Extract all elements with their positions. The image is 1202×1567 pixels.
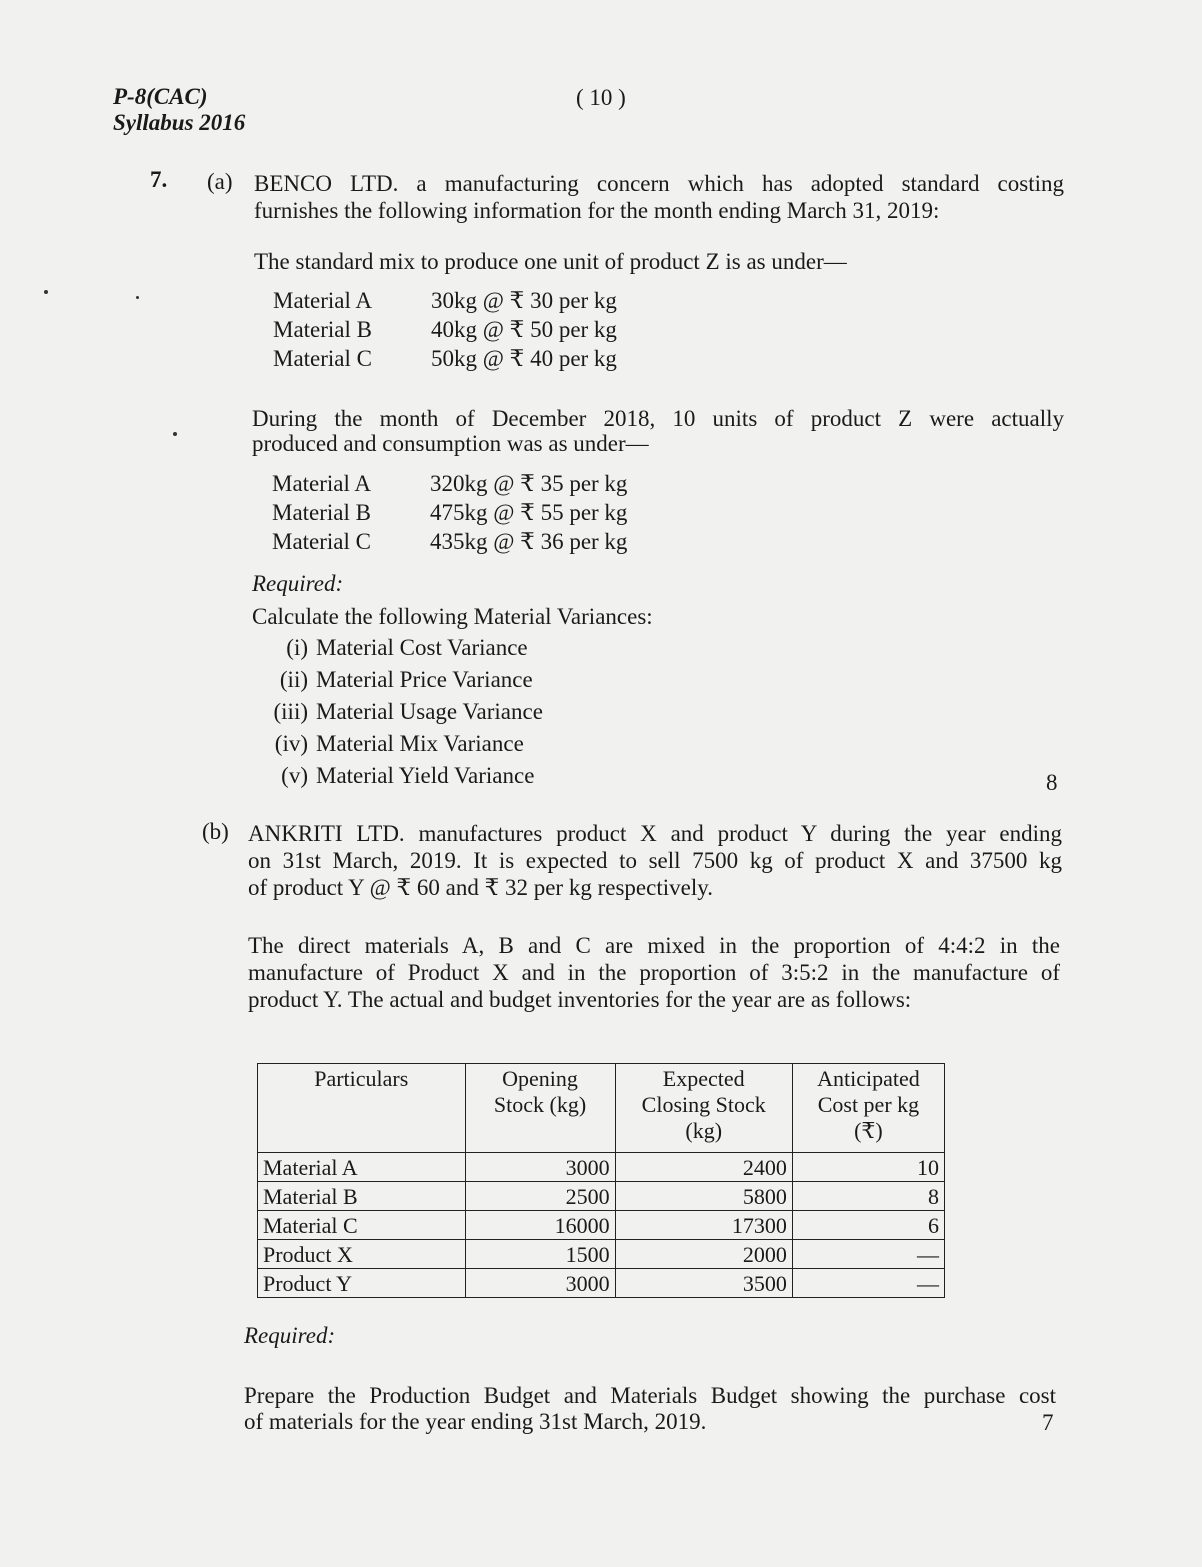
cell-particulars: Product X [258,1240,466,1269]
variance-num: (v) [281,763,308,788]
part-b-para2-line3: product Y. The actual and budget inventories for the year are as follows: [248,987,912,1012]
col-closing-stock [615,1064,792,1153]
paper-code: P-8(CAC) [113,84,208,109]
question-number: 7. [150,167,168,192]
col-cost-per-kg [792,1064,944,1153]
part-a-label: (a) [207,169,233,194]
material-value: 475kg @ ₹ 55 per kg [430,500,628,525]
table-row [258,1240,945,1269]
part-a-intro-line2: furnishes the following information for the month ending March 31, 2019: [254,198,940,223]
variance-num: (iv) [274,731,308,756]
material-name: Material B [273,317,372,342]
header-text: Expected Closing Stock (kg) [641,1066,766,1143]
material-name: Material A [272,471,371,496]
part-b-line2: on 31st March, 2019. It is expected to sell 7500 kg of product X and 37500 kg [248,848,1062,873]
col-opening-stock [465,1064,615,1153]
page-number: ( 10 ) [576,85,626,110]
variance-text: Material Price Variance [316,667,533,692]
variance-item [274,731,524,757]
material-name: Material C [273,346,372,371]
scan-speck [173,432,177,436]
variance-item [273,699,543,725]
cell-closing: 2000 [615,1240,792,1269]
variance-text: Material Yield Variance [316,763,535,788]
required-label-a: Required: [252,571,344,596]
cell-opening: 3000 [465,1153,615,1182]
scan-speck [44,290,48,294]
cell-particulars: Product Y [258,1269,466,1298]
material-value: 40kg @ ₹ 50 per kg [431,317,617,342]
variance-item [281,763,535,789]
table-row [258,1153,945,1182]
table-header-row [258,1064,945,1153]
syllabus-label: Syllabus 2016 [113,110,246,135]
variance-item [286,635,528,661]
part-b-line3: of product Y @ ₹ 60 and ₹ 32 per kg respectively. [248,875,713,900]
cell-cost: — [792,1269,944,1298]
task-line2: of materials for the year ending 31st March, 2019. [244,1409,707,1434]
calc-intro: Calculate the following Material Variances: [252,604,653,629]
material-name: Material A [273,288,372,313]
part-b-para2-line2: manufacture of Product X and in the proportion of 3:5:2 in the manufacture of [248,960,1060,985]
cell-opening: 1500 [465,1240,615,1269]
table-row [258,1269,945,1298]
variance-num: (i) [286,635,308,660]
variance-num: (iii) [273,699,308,724]
cell-closing: 5800 [615,1182,792,1211]
inventory-table [257,1063,945,1298]
variance-text: Material Usage Variance [316,699,543,724]
material-value: 320kg @ ₹ 35 per kg [430,471,628,496]
material-value: 30kg @ ₹ 30 per kg [431,288,617,313]
required-label-b: Required: [244,1323,336,1348]
cell-closing: 3500 [615,1269,792,1298]
header-text: Anticipated Cost per kg (₹) [817,1066,920,1143]
material-name: Material B [272,500,371,525]
variance-num: (ii) [279,667,308,692]
col-particulars: Particulars [258,1064,466,1153]
actual-intro-line1: During the month of December 2018, 10 units of product Z were actually [252,406,1064,431]
material-value: 50kg @ ₹ 40 per kg [431,346,617,371]
part-b-line1: ANKRITI LTD. manufactures product X and product Y during the year ending [248,821,1062,846]
header-text: Opening Stock (kg) [493,1066,587,1117]
part-b-para2-line1: The direct materials A, B and C are mixed in the proportion of 4:4:2 in the [248,933,1060,958]
cell-particulars: Material B [258,1182,466,1211]
scan-speck [136,296,139,299]
variance-item [279,667,533,693]
cell-opening: 3000 [465,1269,615,1298]
std-mix-intro: The standard mix to produce one unit of product Z is as under— [254,249,847,274]
cell-cost: 6 [792,1211,944,1240]
table-row [258,1182,945,1211]
actual-intro-line2: produced and consumption was as under— [252,431,649,456]
cell-opening: 16000 [465,1211,615,1240]
cell-closing: 2400 [615,1153,792,1182]
part-b-label: (b) [202,819,229,844]
cell-cost: 10 [792,1153,944,1182]
table-row [258,1211,945,1240]
part-a-intro-line1: BENCO LTD. a manufacturing concern which has adopted standard costing [254,171,1064,196]
variance-text: Material Cost Variance [316,635,528,660]
material-value: 435kg @ ₹ 36 per kg [430,529,628,554]
cell-particulars: Material C [258,1211,466,1240]
marks-a: 8 [1046,770,1058,795]
cell-cost: 8 [792,1182,944,1211]
task-line1: Prepare the Production Budget and Materials Budget showing the purchase cost [244,1383,1056,1408]
cell-particulars: Material A [258,1153,466,1182]
marks-b: 7 [1042,1410,1054,1435]
material-name: Material C [272,529,371,554]
cell-cost: — [792,1240,944,1269]
variance-text: Material Mix Variance [316,731,524,756]
cell-opening: 2500 [465,1182,615,1211]
cell-closing: 17300 [615,1211,792,1240]
